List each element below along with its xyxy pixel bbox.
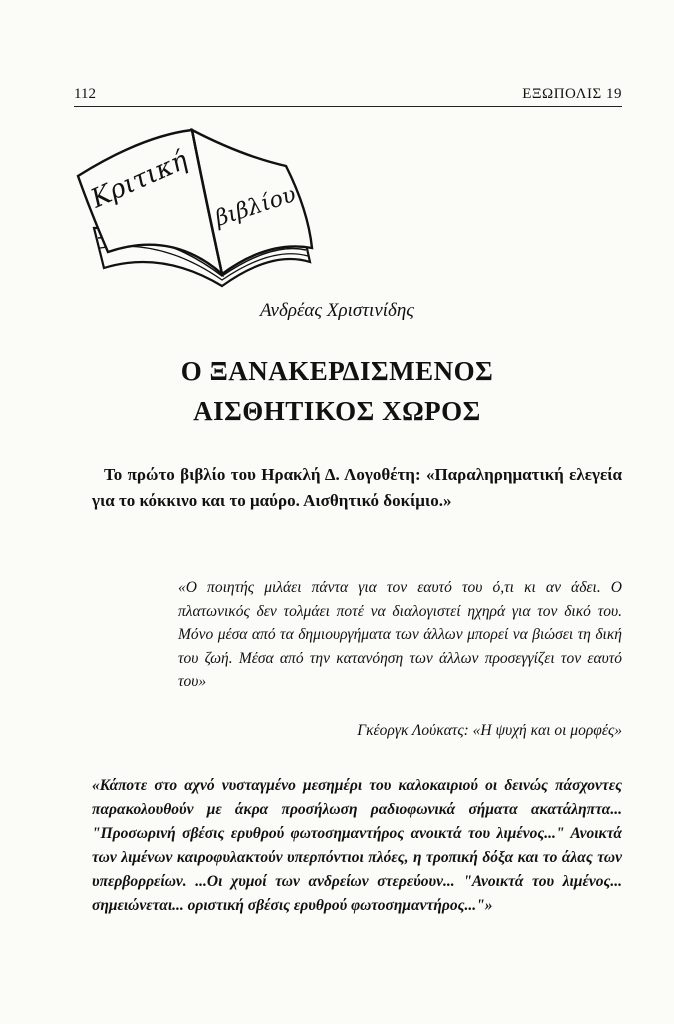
article-author: Ανδρέας Χριστινίδης <box>260 300 414 321</box>
logo-right-page-text: βιβλίου <box>212 182 300 232</box>
epigraph-source: Γκέοργκ Λούκατς: «Η ψυχή και οι μορφές» <box>357 722 622 739</box>
journal-title: ΕΞΩΠΟΛΙΣ 19 <box>522 86 622 102</box>
page-number: 112 <box>74 86 96 102</box>
epigraph-quote: «Ο ποιητής μιλάει πάντα για τον εαυτό του ό,τι κι αν άδει. Ο πλατωνικός δεν τολμάει ποτέ να διαλογιστεί ηχηρά για τον δικό του. Μόνο μέσα από τα δημιουργήματα των άλλων μπορεί να βιώσει τη δική του ζωή. Μέσα από την κατανόηση των άλλων προσεγγίζει τον εαυτό του» <box>178 579 622 690</box>
article-title-line-2: ΑΙΣΘΗΤΙΚΟΣ ΧΩΡΟΣ <box>193 396 481 426</box>
open-book-icon <box>72 110 322 295</box>
logo-left-page-text: Κριτική <box>86 145 193 215</box>
article-subtitle-text: Το πρώτο βιβλίο του Ηρακλή Δ. Λογοθέτη: «Παραληρηματική ελεγεία για το κόκκινο και το μαύρο. Αισθητικό δοκίμιο.» <box>92 465 622 510</box>
book-review-logo <box>72 110 322 295</box>
running-header <box>74 84 622 107</box>
article-title <box>0 351 674 431</box>
article-title-line-1: Ο ΞΑΝΑΚΕΡΔΙΣΜΕΝΟΣ <box>180 356 494 386</box>
article-subtitle <box>92 462 622 514</box>
opening-quote-paragraph: «Κάποτε στο αχνό νυσταγμένο μεσημέρι του καλοκαιριού οι δεινώς πάσχοντες παρακολουθούν με άκρα προσήλωση ραδιοφωνικά σήματα ακατάληπτα... "Προσωρινή σβέσις ερυθρού φωτοσημαντήρος ανοικτά του λιμένος..." Ανοικτά των λιμένων καιροφυλακτούν υπερπόντιοι πλόες, η τροπική δόξα και το άλας των υπερβορρείων. ...Οι χυμοί των ανδρείων στερεύουν... "Ανοικτά του λιμένος... σημειώνεται... οριστική σβέσις ερυθρού φωτοσημαντήρος..."» <box>92 777 622 914</box>
